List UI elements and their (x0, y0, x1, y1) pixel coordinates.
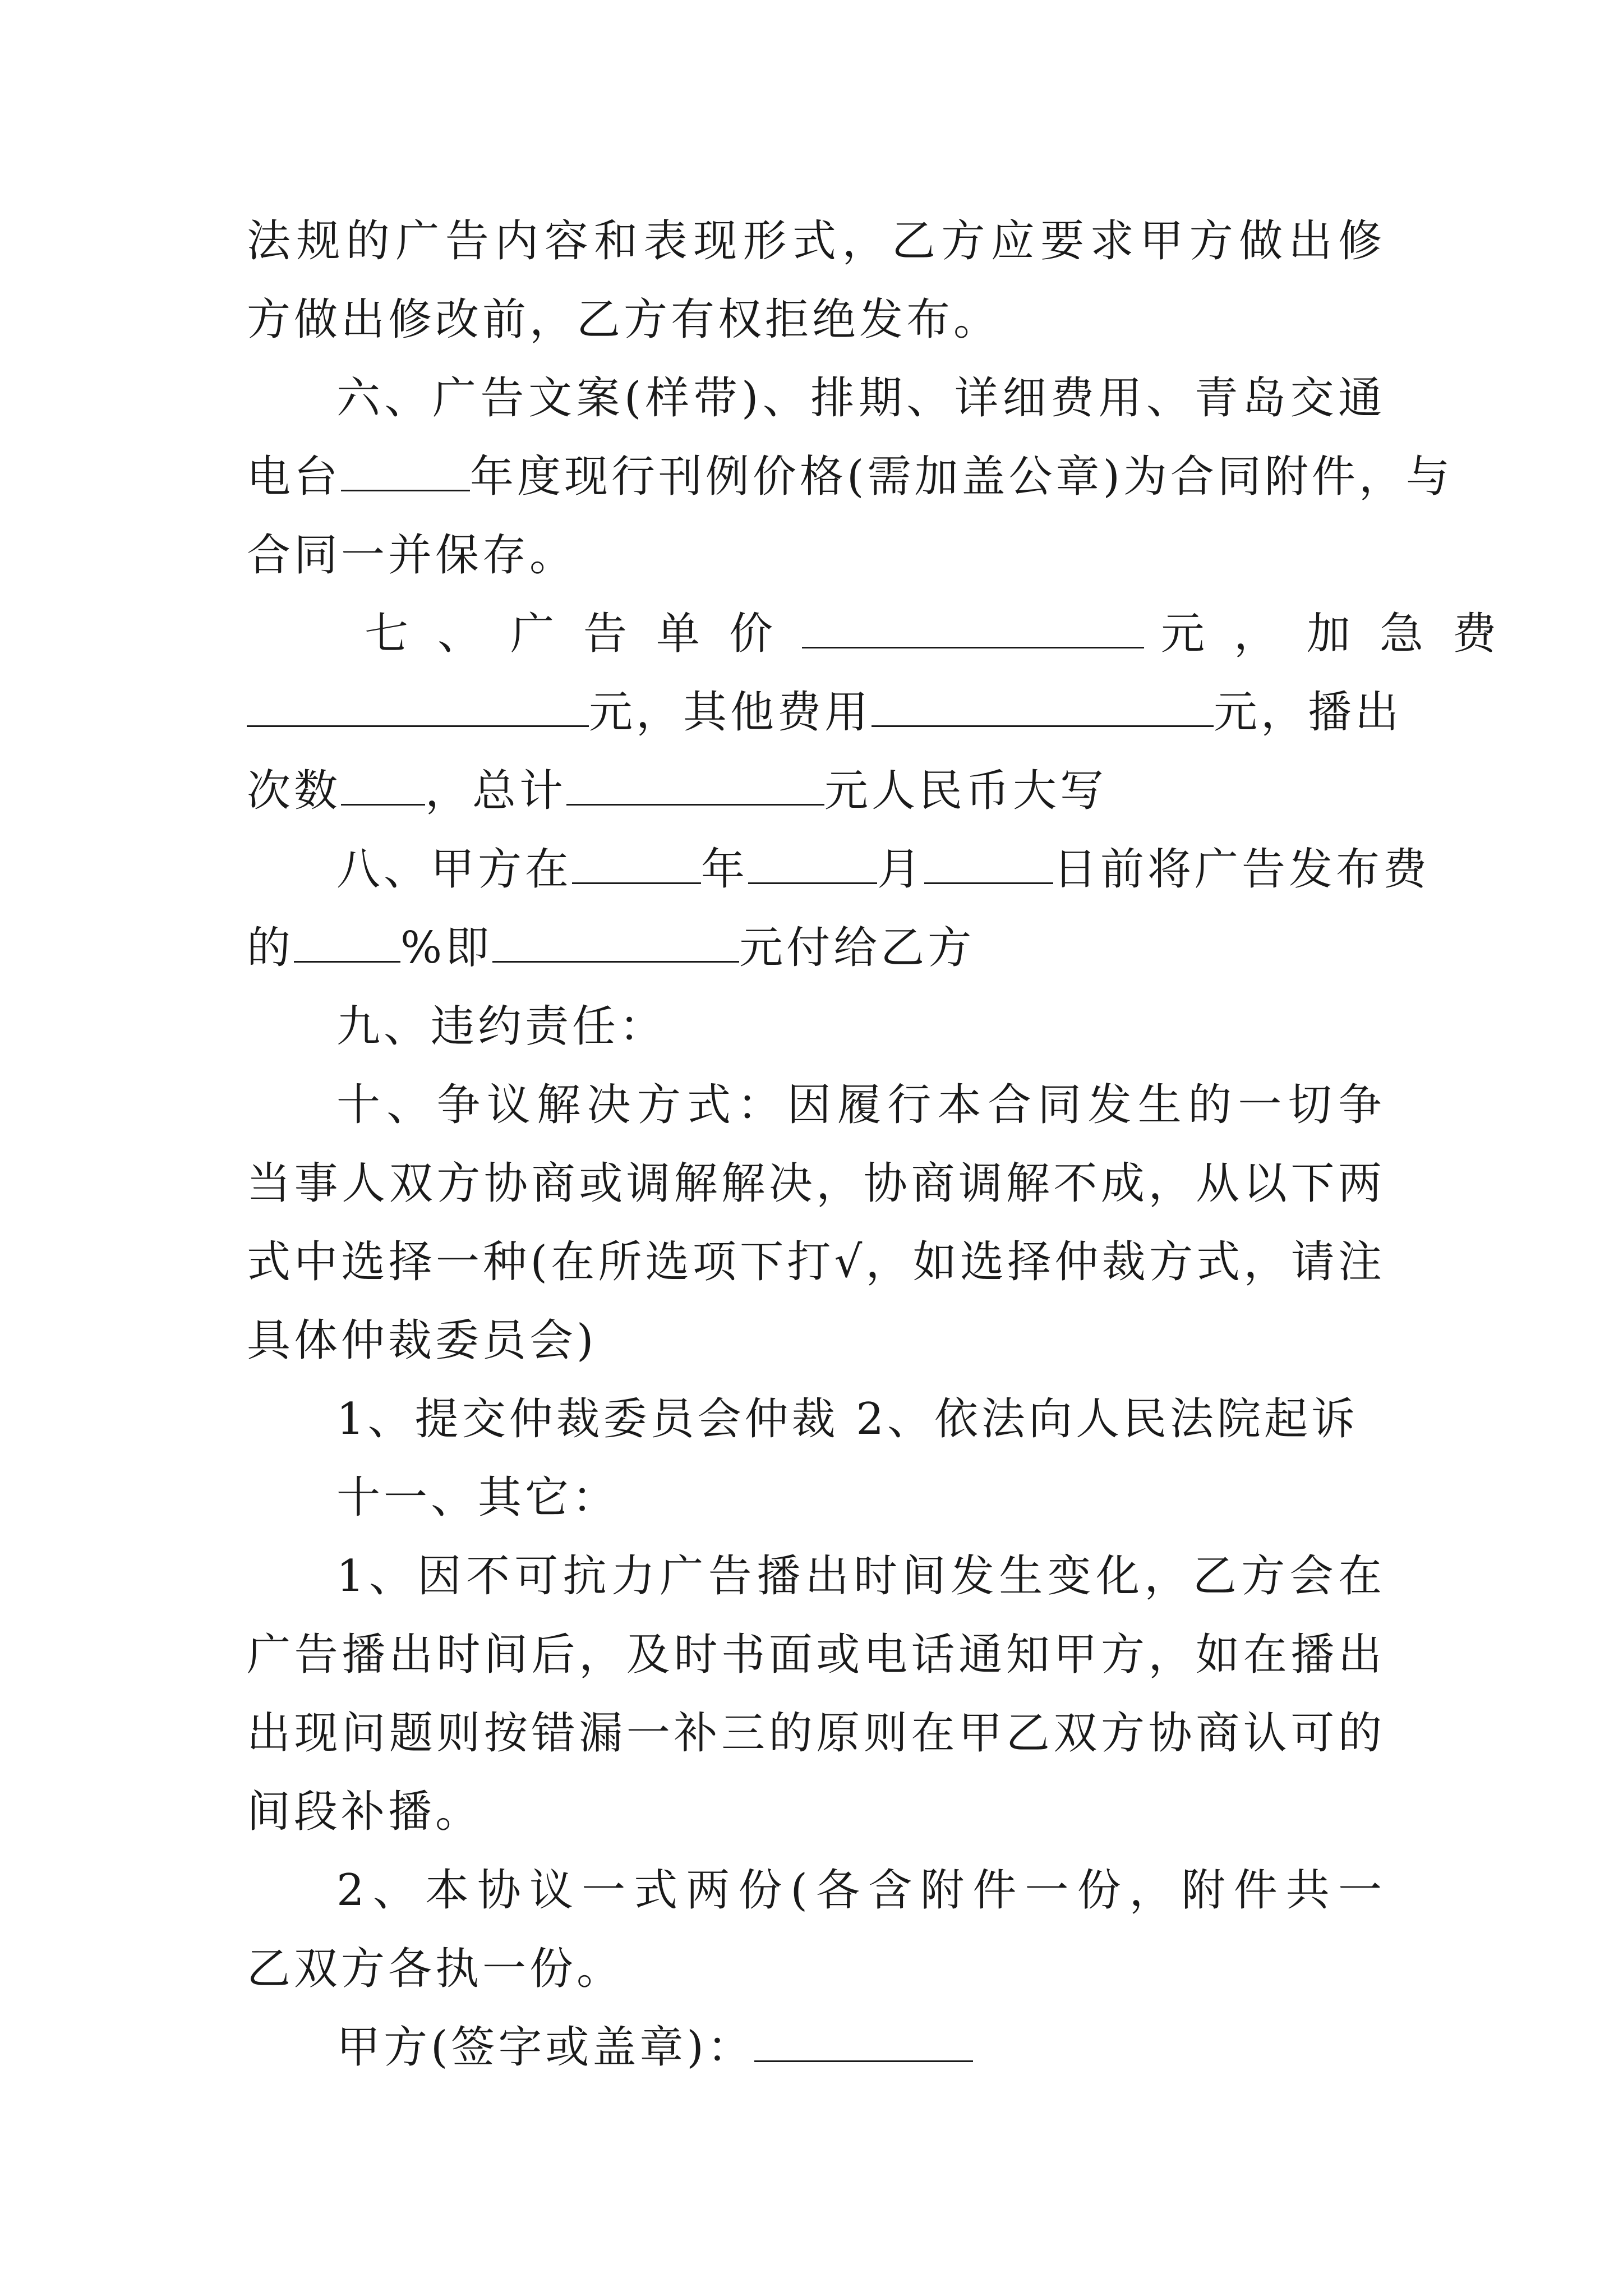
document-page (247, 202, 1526, 2087)
text-segment: 年 (701, 844, 749, 895)
blank-field-unit-price[interactable] (802, 612, 1144, 648)
text-segment: 年度现行刊例价格(需加盖公章)为合同附件，与 (470, 452, 1453, 502)
text-segment: 日前将广告发布费 (1053, 844, 1431, 895)
text-segment: 月 (877, 844, 925, 895)
text-segment: %即 (400, 923, 493, 973)
text-segment: 次数 (247, 766, 342, 816)
clause-ten-line: 十、争议解决方式：因履行本合同发生的一切争 (336, 1080, 1385, 1130)
clause-six-line: 合同一并保存。 (247, 530, 577, 581)
clause-eleven-line: 间段补播。 (247, 1787, 483, 1837)
clause-ten-line: 具体仲裁委员会) (247, 1315, 597, 1366)
signature-line (247, 2008, 1385, 2087)
text-segment: ，总计 (425, 766, 567, 816)
clause-eight-line (247, 909, 1385, 987)
text-segment: 电台 (247, 452, 342, 502)
clause-seven-line (247, 673, 1403, 752)
clause-nine-line: 九、违约责任： (336, 1001, 667, 1052)
clause-eight-line (247, 830, 1431, 909)
signature-label: 甲方(签字或盖章)： (336, 2022, 754, 2073)
paragraph-line: 法规的广告内容和表现形式，乙方应要求甲方做出修 (247, 216, 1385, 266)
blank-field-day[interactable] (924, 848, 1053, 884)
blank-field-year[interactable] (572, 848, 701, 884)
text-segment: 元人民币大写 (824, 766, 1108, 816)
clause-eleven-line: 1、因不可抗力广告播出时间发生变化，乙方会在 (336, 1551, 1385, 1602)
clause-eleven-line: 十一、其它： (336, 1473, 620, 1523)
clause-ten-line: 当事人双方协商或调解解决，协商调解不成，从以下两 (247, 1158, 1385, 1209)
signature-field-party-a[interactable] (754, 2026, 973, 2062)
clause-six-line (247, 438, 1453, 516)
clause-ten-options: 1、提交仲裁委员会仲裁 2、依法向人民法院起诉 (336, 1394, 1359, 1444)
clause-eleven-line: 广告播出时间后，及时书面或电话通知甲方，如在播出 (247, 1630, 1385, 1680)
blank-field-year[interactable] (341, 455, 470, 491)
clause-seven-line (247, 752, 1385, 830)
clause-eleven-line: 2、本协议一式两份(各含附件一份，附件共一 (336, 1865, 1385, 1916)
blank-field-percent[interactable] (294, 926, 400, 963)
paragraph-line: 方做出修改前，乙方有权拒绝发布。 (247, 295, 1001, 345)
blank-field-total[interactable] (566, 769, 824, 806)
text-segment: 元，其他费用 (589, 687, 872, 738)
text-segment: 七、广告单价 (365, 609, 803, 659)
blank-field-other-fee[interactable] (872, 691, 1214, 727)
blank-field-broadcast-count[interactable] (341, 769, 425, 806)
blank-field-month[interactable] (748, 848, 877, 884)
clause-seven-line (247, 595, 1526, 673)
text-segment: 的 (247, 923, 294, 973)
blank-field-amount[interactable] (492, 926, 739, 963)
text-segment: 元付给乙方 (739, 923, 975, 973)
text-segment: 八、甲方在 (336, 844, 573, 895)
text-segment: 元，加急费 (1161, 609, 1526, 659)
blank-field-rush-fee[interactable] (247, 691, 589, 727)
clause-eleven-line: 乙双方各执一份。 (247, 1944, 624, 1994)
clause-eleven-line: 出现问题则按错漏一补三的原则在甲乙双方协商认可的 (247, 1708, 1385, 1759)
clause-six-line: 六、广告文案(样带)、排期、详细费用、青岛交通 (336, 373, 1385, 424)
text-segment: 元，播出 (1214, 687, 1403, 738)
clause-ten-line: 式中选择一种(在所选项下打√，如选择仲裁方式，请注 (247, 1237, 1385, 1287)
